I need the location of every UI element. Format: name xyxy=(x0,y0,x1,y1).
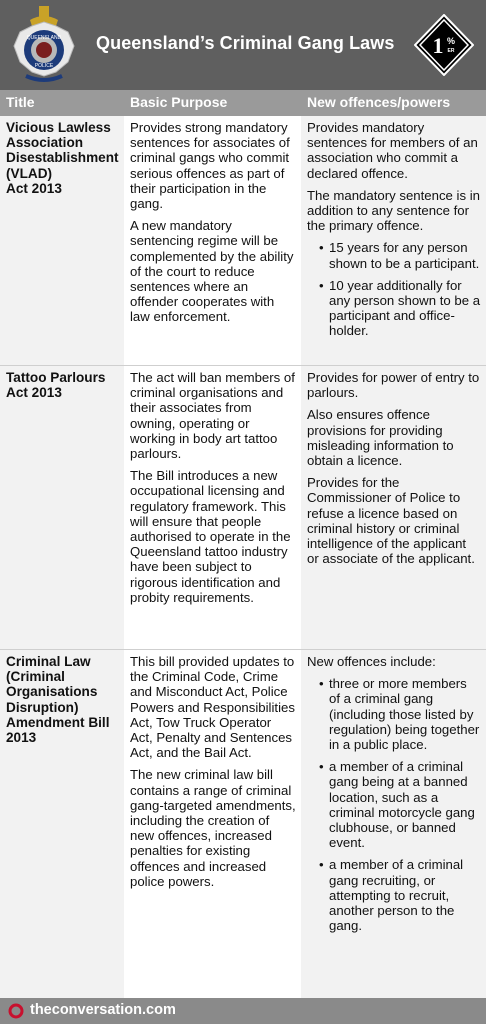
title-line: Organisations xyxy=(6,684,98,700)
conversation-logo-icon xyxy=(8,1003,24,1019)
list-item: • three or more members of a criminal gang (including those listed by regulation) being together in a public place. xyxy=(319,676,481,752)
purpose-paragraph: The act will ban members of criminal organisations and their associates from owning, operating or working in body art tattoo parlours. xyxy=(130,370,295,462)
column-header-purpose: Basic Purpose xyxy=(130,94,228,110)
column-header-title: Title xyxy=(6,94,35,110)
powers-paragraph: Provides for power of entry to parlours. xyxy=(307,370,480,401)
list-item: • 15 years for any person shown to be a participant. xyxy=(319,240,481,270)
list-item: • a member of a criminal gang being at a banned location, such as a criminal motorcycle gang clubhouse, or banned event. xyxy=(319,759,481,850)
title-line: (VLAD) xyxy=(6,165,53,181)
footer-brand-link[interactable]: theconversation.com xyxy=(30,1002,176,1018)
row-purpose xyxy=(124,650,301,998)
page-title: Queensland’s Criminal Gang Laws xyxy=(96,33,395,53)
title-line: 2013 xyxy=(6,730,37,746)
table-row xyxy=(0,116,486,365)
powers-paragraph: Provides for the Commissioner of Police to refuse a licence based on criminal history or criminal intelligence of the applicant or associate of the applicant. xyxy=(307,475,475,567)
column-header-powers: New offences/powers xyxy=(307,94,451,110)
title-line: Criminal Law xyxy=(6,654,91,669)
purpose-paragraph: This bill provided updates to the Criminal Code, Crime and Misconduct Act, Police Powers and Responsibilities Act, Tow Truck Operator Act, Penalty and Sentences Act, and the Bail Act. xyxy=(130,654,295,761)
row-title xyxy=(0,650,124,998)
title-line: Act 2013 xyxy=(6,385,62,401)
row-powers xyxy=(301,366,486,649)
table-row xyxy=(0,650,486,998)
title-line: Disruption) xyxy=(6,699,79,715)
badge-top-text: QUEENSLAND xyxy=(26,35,62,41)
title-line: Vicious Lawless xyxy=(6,120,111,135)
title-line: Disestablishment xyxy=(6,150,119,166)
diamond-symbol: % xyxy=(446,36,456,46)
purpose-paragraph: Provides strong mandatory sentences for associates of criminal gangs who commit serious offences as part of their participation in the gang. xyxy=(130,120,290,212)
powers-paragraph: New offences include: xyxy=(307,654,436,669)
title-line: Amendment Bill xyxy=(6,714,110,730)
powers-paragraph: Provides mandatory sentences for members of an association who commit a declared offence. xyxy=(307,120,478,181)
row-purpose xyxy=(124,366,301,649)
one-percenter-diamond-icon xyxy=(414,14,474,76)
table-row xyxy=(0,366,486,649)
diamond-suffix: ER xyxy=(447,48,455,54)
purpose-paragraph: A new mandatory sentencing regime will be complemented by the ability of the court to reduce sentences where an offender cooperates with law enforcement. xyxy=(130,218,294,325)
list-item: • 10 year additionally for any person shown to be a participant and office-holder. xyxy=(319,278,481,339)
police-badge-icon xyxy=(12,6,76,86)
header xyxy=(0,0,486,90)
row-purpose xyxy=(124,116,301,365)
footer xyxy=(0,998,486,1024)
powers-paragraph: Also ensures offence provisions for providing misleading information to obtain a licence. xyxy=(307,407,454,469)
badge-bottom-text: POLICE xyxy=(34,63,54,69)
row-powers xyxy=(301,116,486,365)
title-line: Tattoo Parlours xyxy=(6,370,106,385)
row-powers xyxy=(301,650,486,998)
title-line: Act 2013 xyxy=(6,180,62,196)
powers-list xyxy=(307,676,481,933)
powers-list xyxy=(307,240,481,338)
title-line: (Criminal xyxy=(6,669,65,685)
list-item: • a member of a criminal gang recruiting, or attempting to recruit, another person to the gang. xyxy=(319,857,481,933)
purpose-paragraph: The new criminal law bill contains a range of criminal gang-targeted amendments, including the creation of new offences, increased penalties for existing offences and increased police powers. xyxy=(130,767,296,889)
powers-paragraph: The mandatory sentence is in addition to any sentence for the primary offence. xyxy=(307,187,480,234)
title-line: Association xyxy=(6,135,84,151)
row-title xyxy=(0,366,124,649)
column-header-bar xyxy=(0,90,486,116)
diamond-number: 1 xyxy=(432,33,444,58)
row-title xyxy=(0,116,124,365)
purpose-paragraph: The Bill introduces a new occupational licensing and regulatory framework. This will ensure that people authorised to operate in the Queensland tattoo industry have been subject to rigorous identification and probity requirements. xyxy=(130,468,291,605)
